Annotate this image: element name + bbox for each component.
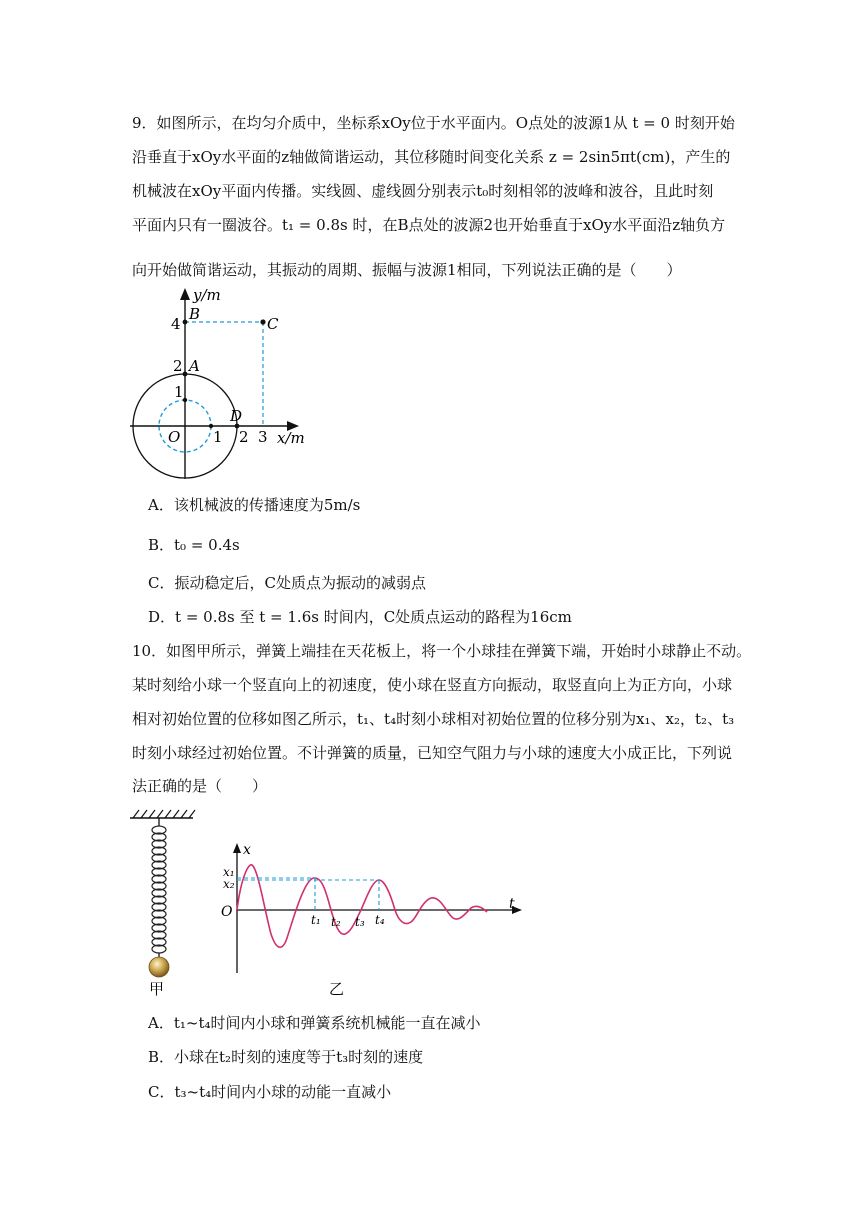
label-c: C bbox=[267, 315, 279, 333]
displacement-graph bbox=[215, 838, 535, 998]
y-tick-1: 1 bbox=[174, 383, 184, 401]
q9-line-4: 平面内只有一圈波谷。t₁ = 0.8s 时，在B点处的波源2也开始垂直于xOy水平面沿z轴负方 bbox=[132, 216, 726, 234]
x-axis-label: x/m bbox=[277, 429, 305, 447]
spring-figure bbox=[125, 806, 205, 996]
q9-line-5: 向开始做简谐运动，其振动的周期、振幅与波源1相同，下列说法正确的是（ ） bbox=[132, 261, 682, 279]
label-t1: t₁ bbox=[311, 913, 321, 927]
ball bbox=[149, 957, 169, 977]
label-t2: t₂ bbox=[331, 915, 341, 929]
t-axis-label: t bbox=[509, 896, 515, 912]
label-x2: x₂ bbox=[223, 877, 235, 891]
q10-line-4: 时刻小球经过初始位置。不计弹簧的质量，已知空气阻力与小球的速度大小成正比，下列说 bbox=[132, 744, 733, 762]
label-jia: 甲 bbox=[149, 980, 165, 996]
q10-option-c: C．t₃~t₄时间内小球的动能一直减小 bbox=[148, 1083, 392, 1101]
q10-line-2: 某时刻给小球一个竖直向上的初速度，使小球在竖直方向振动，取竖直向上为正方向，小球 bbox=[132, 676, 733, 694]
x-tick-3: 3 bbox=[258, 428, 268, 446]
x-tick-2: 2 bbox=[239, 428, 249, 446]
damped-curve bbox=[237, 865, 487, 947]
point-a bbox=[183, 372, 188, 377]
x-axis-arrow bbox=[233, 843, 241, 853]
y-axis-arrow bbox=[180, 288, 190, 300]
label-x1: x₁ bbox=[223, 865, 235, 879]
q9-option-d: D．t = 0.8s 至 t = 1.6s 时间内，C处质点运动的路程为16cm bbox=[148, 608, 572, 626]
q9-line-2: 沿垂直于xOy水平面的z轴做简谐运动，其位移随时间变化关系 z = 2sin5πt(cm)，产生的 bbox=[132, 148, 731, 166]
origin-label: O bbox=[221, 904, 233, 920]
label-d: D bbox=[230, 407, 243, 425]
label-t4: t₄ bbox=[375, 913, 385, 927]
q9-figure bbox=[125, 284, 315, 484]
label-yi: 乙 bbox=[329, 980, 345, 998]
q10-line-5: 法正确的是（ ） bbox=[132, 777, 268, 795]
label-origin: O bbox=[168, 428, 181, 446]
q9-line-1: 9．如图所示，在均匀介质中，坐标系xOy位于水平面内。O点处的波源1从 t = 0 时刻开始 bbox=[132, 114, 735, 132]
x-tick-1: 1 bbox=[213, 428, 223, 446]
x-axis-label: x bbox=[243, 842, 251, 858]
q10-line-3: 相对初始位置的位移如图乙所示，t₁、t₄时刻小球相对初始位置的位移分别为x₁、x₂，t₂、t₃ bbox=[132, 710, 735, 728]
q9-option-b: B．t₀ = 0.4s bbox=[148, 536, 240, 554]
q9-option-a: A．该机械波的传播速度为5m/s bbox=[148, 496, 361, 514]
q9-option-c: C．振动稳定后，C处质点为振动的减弱点 bbox=[148, 574, 426, 592]
q10-option-a: A．t₁~t₄时间内小球和弹簧系统机械能一直在减小 bbox=[148, 1014, 481, 1032]
point-b bbox=[183, 320, 188, 325]
q10-line-1: 10．如图甲所示，弹簧上端挂在天花板上，将一个小球挂在弹簧下端，开始时小球静止不动。 bbox=[132, 642, 752, 660]
point-c bbox=[260, 319, 265, 324]
q10-option-b: B．小球在t₂时刻的速度等于t₃时刻的速度 bbox=[148, 1048, 424, 1066]
label-a: A bbox=[189, 357, 200, 375]
ceiling-hatch bbox=[133, 810, 195, 818]
label-b: B bbox=[189, 305, 201, 323]
y-tick-4: 4 bbox=[171, 315, 181, 333]
label-t3: t₃ bbox=[355, 915, 365, 929]
y-tick-2: 2 bbox=[173, 357, 183, 375]
y-axis-label: y/m bbox=[193, 286, 221, 304]
q9-line-3: 机械波在xOy平面内传播。实线圆、虚线圆分别表示t₀时刻相邻的波峰和波谷，且此时刻 bbox=[132, 182, 714, 200]
spring-coil bbox=[152, 826, 166, 953]
